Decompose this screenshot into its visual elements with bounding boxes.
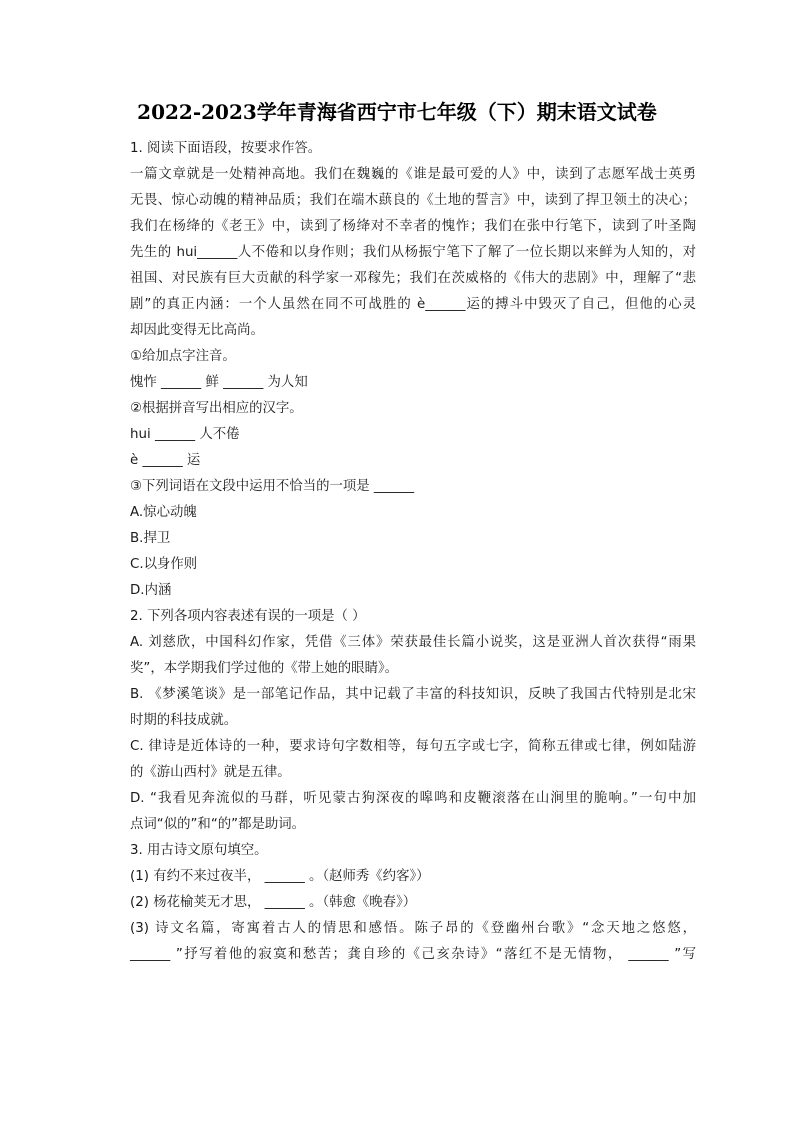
passage-line: 无畏、惊心动魄的精神品质；我们在端木蕻良的《土地的誓言》中，读到了捍卫领土的决心；	[130, 193, 696, 208]
option-a: A.惊心动魄	[130, 505, 197, 520]
q3-item-3-cont: ______ ”抒写着他的寂寞和愁苦；龚自珍的《己亥杂诗》“落红不是无情物， ______ ”写	[130, 947, 696, 962]
q2-option-d-cont: 点词“似的”和“的”都是助词。	[130, 817, 306, 832]
q2-option-c: C. 律诗是近体诗的一种，要求诗句字数相等，每句五字或七字，简称五律或七律，例如陆游	[130, 739, 696, 754]
sub-question-2-blank-b: è ______ 运	[130, 453, 201, 468]
q2-option-b-cont: 时期的科技成就。	[130, 713, 238, 728]
passage-line: 一篇文章就是一处精神高地。我们在魏巍的《谁是最可爱的人》中，读到了志愿军战士英勇	[130, 167, 696, 182]
q2-option-a: A. 刘慈欣，中国科幻作家，凭借《三体》荣获最佳长篇小说奖，这是亚洲人首次获得“雨果	[130, 635, 696, 650]
q3-item-2: (2) 杨花榆荚无才思， ______ 。（韩愈《晚春》）	[130, 895, 417, 910]
question-3-heading: 3. 用古诗文原句填空。	[130, 843, 268, 858]
option-b: B.捍卫	[130, 531, 171, 546]
sub-question-2: ②根据拼音写出相应的汉字。	[130, 401, 303, 416]
question-2-heading: 2. 下列各项内容表述有误的一项是（ ）	[130, 609, 366, 624]
option-d: D.内涵	[130, 583, 172, 598]
q2-option-c-cont: 的《游山西村》就是五律。	[130, 765, 291, 780]
passage-line: 先生的 hui______人不倦和以身作则；我们从杨振宁笔下了解了一位长期以来鲜为人知的，对	[130, 245, 696, 260]
passage-line: 剧”的真正内涵：一个人虽然在同不可战胜的 è______运的搏斗中毁灭了自己，但他的心灵	[130, 297, 696, 312]
passage-line: 祖国、对民族有巨大贡献的科学家一邓稼先；我们在茨威格的《伟大的悲剧》中，理解了“悲	[130, 271, 696, 286]
q2-option-a-cont: 奖”，本学期我们学过他的《带上她的眼睛》。	[130, 661, 399, 676]
exam-content	[130, 136, 696, 968]
passage-line: 我们在杨绛的《老王》中，读到了杨绛对不幸者的愧怍；我们在张中行笔下，读到了叶圣陶	[130, 219, 696, 234]
sub-question-2-blank-a: hui ______ 人不倦	[130, 427, 240, 442]
option-c: C.以身作则	[130, 557, 198, 572]
q2-option-b: B. 《梦溪笔谈》是一部笔记作品，其中记载了丰富的科技知识，反映了我国古代特别是北宋	[130, 687, 696, 702]
q2-option-d: D. “我看见奔流似的马群，听见蒙古狗深夜的嗥鸣和皮鞭滚落在山涧里的脆响。”一句中加	[130, 791, 696, 806]
q3-item-3: (3) 诗文名篇，寄寓着古人的情思和感悟。陈子昂的《登幽州台歌》“念天地之悠悠，	[130, 921, 696, 936]
page-title: 2022-2023学年青海省西宁市七年级（下）期末语文试卷	[137, 100, 657, 124]
sub-question-3: ③下列词语在文段中运用不恰当的一项是 ______	[130, 479, 415, 494]
sub-question-1: ①给加点字注音。	[130, 349, 236, 364]
sub-question-1-blanks: 愧怍 ______ 鲜 ______ 为人知	[130, 375, 308, 390]
q3-item-1: (1) 有约不来过夜半， ______ 。（赵师秀《约客》）	[130, 869, 430, 884]
question-1-heading: 1. 阅读下面语段，按要求作答。	[130, 141, 322, 156]
passage-line: 却因此变得无比高尚。	[130, 323, 264, 338]
